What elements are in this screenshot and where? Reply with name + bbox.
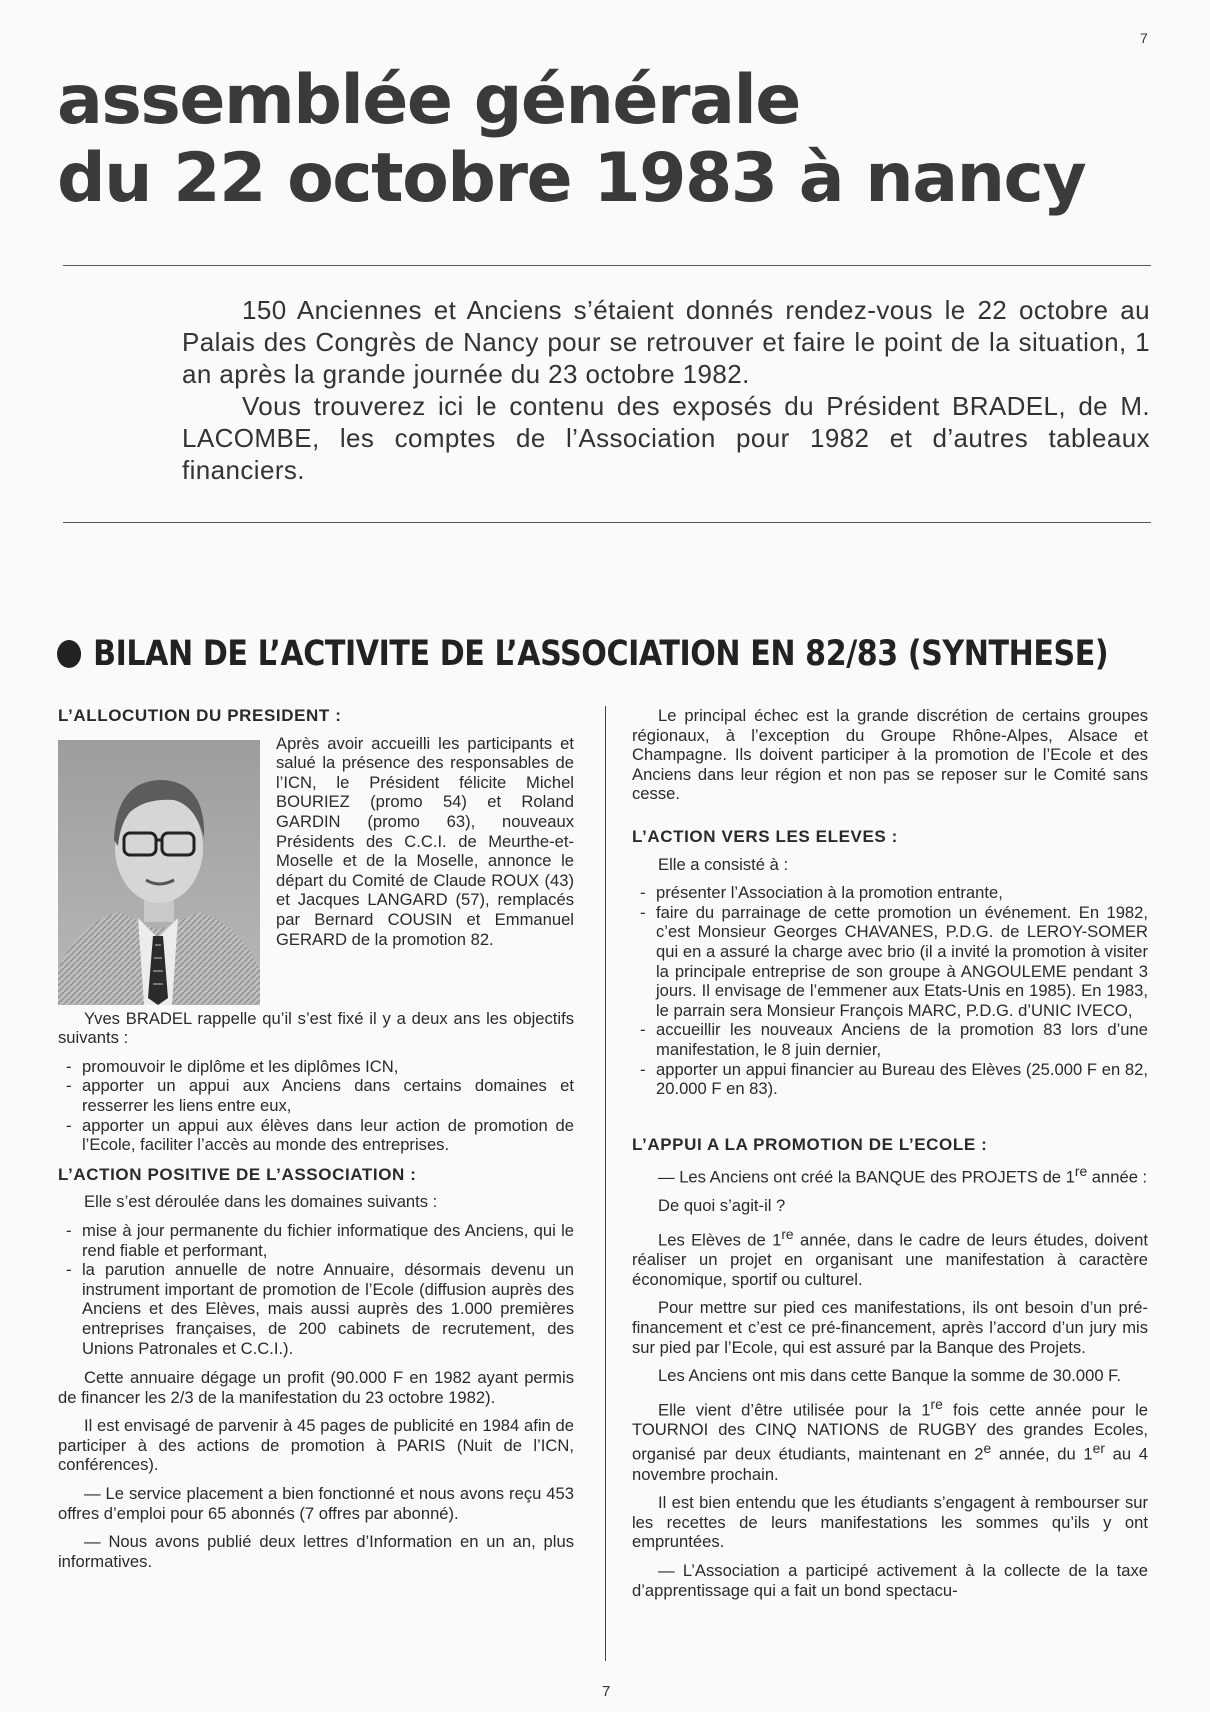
subheading-action-eleves: L’ACTION VERS LES ELEVES : bbox=[632, 826, 898, 846]
section-heading-text: BILAN DE L’ACTIVITE DE L’ASSOCIATION EN 82/83 (SYNTHESE) bbox=[93, 634, 1109, 674]
divider-top bbox=[63, 265, 1151, 266]
taxe-paragraph: — L’Association a participé activement à la collecte de la taxe d’apprentissage qui a fait un bond spectacu- bbox=[632, 1560, 1148, 1600]
domaines-list bbox=[58, 1221, 574, 1358]
eleves-paragraph: Les Elèves de 1re année, dans le cadre de leurs études, doivent réaliser un projet en organisant une manifestation à caractère économique, sportif ou culturel. bbox=[632, 1226, 1148, 1289]
list-item: - faire du parrainage de cette promotion un événement. En 1982, c’est Monsieur Georges CHAVANES, P.D.G. de LEROY-SOMER qui en a assuré la charge avec brio (il a invité la promotion à visiter la principale entreprise de son groupe à ANGOULEME pendant 3 jours. Il envisage de l’emmener aux Etats-Unis en 1985). En 1983, le parrain sera Monsieur François MARC, P.D.G. d’UNIC IVECO, bbox=[632, 903, 1148, 1021]
section-heading bbox=[57, 633, 1109, 675]
subheading-action-positive: L’ACTION POSITIVE DE L’ASSOCIATION : bbox=[58, 1164, 417, 1184]
column-divider bbox=[605, 706, 606, 1661]
list-item: - apporter un appui financier au Bureau des Elèves (25.000 F en 82, 20.000 F en 83). bbox=[632, 1060, 1148, 1099]
rembourser-paragraph: Il est bien entendu que les étudiants s’engagent à rembourser sur les recettes de leurs manifestations les sommes qu’ils y ont empruntées. bbox=[632, 1493, 1148, 1552]
title-line-1: assemblée générale bbox=[57, 61, 800, 140]
subheading-appui-promotion: L’APPUI A LA PROMOTION DE L’ECOLE : bbox=[632, 1134, 988, 1154]
list-item: - promouvoir le diplôme et les diplômes ICN, bbox=[58, 1057, 574, 1077]
list-item: - accueillir les nouveaux Anciens de la promotion 83 lors d’une manifestation, le 8 juin dernier, bbox=[632, 1020, 1148, 1059]
subheading-allocution: L’ALLOCUTION DU PRESIDENT : bbox=[58, 706, 342, 725]
consiste-paragraph: Elle a consisté à : bbox=[658, 854, 789, 874]
page-number-bottom: 7 bbox=[602, 1683, 611, 1700]
divider-bottom bbox=[63, 522, 1151, 523]
domaines-paragraph: Elle s’est déroulée dans les domaines suivants : bbox=[84, 1192, 438, 1212]
placement-paragraph: — Le service placement a bien fonctionné et nous avons reçu 453 offres d’emploi pour 65 abonnés (7 offres par abonné). bbox=[58, 1484, 574, 1523]
somme-paragraph: Les Anciens ont mis dans cette Banque la somme de 30.000 F. bbox=[658, 1366, 1122, 1386]
tournoi-paragraph: Elle vient d’être utilisée pour la 1re fois cette année pour le TOURNOI des CINQ NATIONS de RUGBY des grandes Ecoles, organisé par deux étudiants, maintenant en 2e année, du 1er au 4 novembre prochain. bbox=[632, 1395, 1148, 1484]
intro-text bbox=[182, 294, 1150, 486]
intro-paragraph-1: 150 Anciennes et Anciens s’étaient donnés rendez-vous le 22 octobre au Palais des Congrès de Nancy pour se retrouver et faire le point de la situation, 1 an après la grande journée du 23 octobre 1982. bbox=[182, 295, 1150, 389]
page-title bbox=[57, 62, 1157, 218]
president-portrait bbox=[58, 740, 260, 1005]
objectives-list bbox=[58, 1057, 574, 1155]
list-item: - présenter l’Association à la promotion entrante, bbox=[632, 883, 1148, 903]
president-intro-paragraph: Après avoir accueilli les participants et salué la présence des responsables de l’ICN, le Président félicite Michel BOURIEZ (promo 54) et Roland GARDIN (promo 63), nouveaux Présidents des C.C.I. de Meurthe-et-Moselle et de la Moselle, annonce le départ du Comité de Claude ROUX (43) et Jacques LANGARD (57), remplacés par Bernard COUSIN et Emmanuel GERARD de la promotion 82. bbox=[276, 733, 574, 949]
list-item: - mise à jour permanente du fichier informatique des Anciens, qui le rend fiable et performant, bbox=[58, 1221, 574, 1260]
bullet-icon bbox=[57, 640, 81, 668]
portrait-image bbox=[58, 740, 260, 1005]
intro-paragraph-2: Vous trouverez ici le contenu des exposés du Président BRADEL, de M. LACOMBE, les comptes de l’Association pour 1982 et d’autres tableaux financiers. bbox=[182, 391, 1150, 485]
right-column bbox=[632, 706, 1148, 1609]
quoi-paragraph: De quoi s’agit-il ? bbox=[658, 1196, 786, 1216]
echec-paragraph: Le principal échec est la grande discrétion de certains groupes régionaux, à l’exception du Groupe Rhône-Alpes, Alsace et Champagne. Ils doivent participer à la promotion de l’Ecole et des Anciens dans leur région et non pas se reposer sur le Comité sans cesse. bbox=[632, 706, 1148, 804]
title-line-2: du 22 octobre 1983 à nancy bbox=[57, 139, 1086, 218]
left-column bbox=[58, 706, 574, 1580]
annuaire-paragraph: Cette annuaire dégage un profit (90.000 F en 1982 ayant permis de financer les 2/3 de la manifestation du 23 octobre 1982). bbox=[58, 1368, 574, 1407]
banque-paragraph: — Les Anciens ont créé la BANQUE des PROJETS de 1re année : bbox=[658, 1163, 1148, 1187]
list-item: - apporter un appui aux Anciens dans certains domaines et resserrer les liens entre eux, bbox=[58, 1076, 574, 1115]
lettres-paragraph: — Nous avons publié deux lettres d’Information en un an, plus informatives. bbox=[58, 1532, 574, 1571]
publicite-paragraph: Il est envisagé de parvenir à 45 pages de publicité en 1984 afin de participer à des actions de promotion à PARIS (Nuit de l’ICN, conférences). bbox=[58, 1416, 574, 1475]
pied-paragraph: Pour mettre sur pied ces manifestations, ils ont besoin d’un pré-financement et c’est ce pré-financement, après l’accord d’un jury mis sur pied par l’Ecole, qui est assuré par la Banque des Projets. bbox=[632, 1298, 1148, 1357]
page-number-top: 7 bbox=[1140, 30, 1148, 46]
eleves-list bbox=[632, 883, 1148, 1099]
bradel-paragraph: Yves BRADEL rappelle qu’il s’est fixé il y a deux ans les objectifs suivants : bbox=[58, 1008, 574, 1048]
list-item: - apporter un appui aux élèves dans leur action de promotion de l’Ecole, faciliter l’accès au monde des entreprises. bbox=[58, 1116, 574, 1155]
list-item: - la parution annuelle de notre Annuaire, désormais devenu un instrument important de promotion de l’Ecole (diffusion auprès des Anciens et des Elèves, mais aussi auprès des 1.000 premières entreprises françaises, de 200 cabinets de recrutement, des Unions Patronales et C.C.I.). bbox=[58, 1260, 574, 1358]
